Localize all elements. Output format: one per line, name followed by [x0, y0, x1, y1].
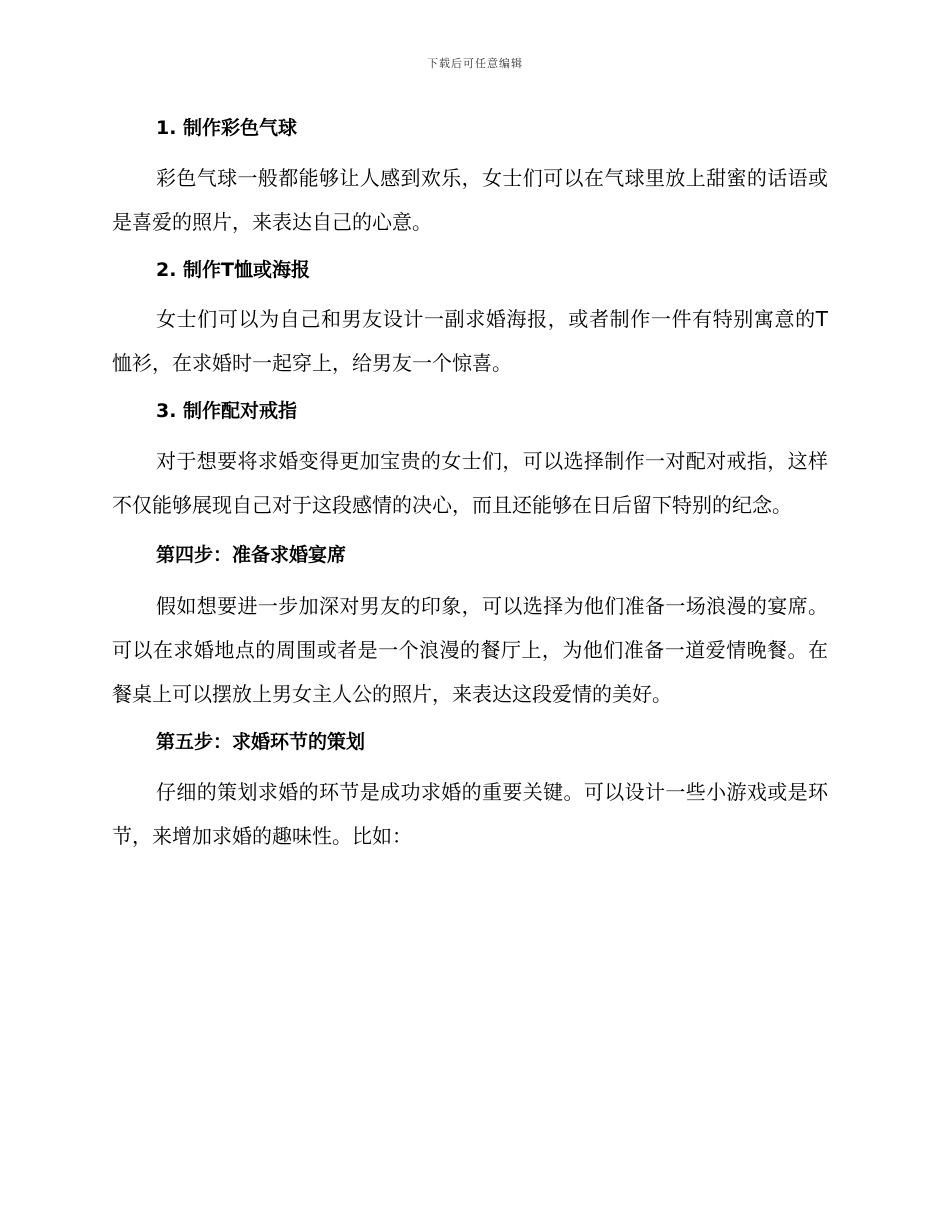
- section-paragraph: 假如想要进一步加深对男友的印象，可以选择为他们准备一场浪漫的宴席。可以在求婚地点的周围或者是一个浪漫的餐厅上，为他们准备一道爱情晚餐。在餐桌上可以摆放上男女主人公的照片，来表达这段爱情的美好。: [112, 594, 828, 706]
- section-heading: 3. 制作配对戒指: [156, 400, 298, 422]
- page-header: 下载后可任意编辑: [427, 57, 523, 70]
- section-heading: 2. 制作T恤或海报: [156, 259, 311, 281]
- section-heading: 第五步：求婚环节的策划: [156, 731, 366, 753]
- section-paragraph: 女士们可以为自己和男友设计一副求婚海报，或者制作一件有特别寓意的T恤衫，在求婚时一起穿上，给男友一个惊喜。: [112, 307, 828, 375]
- section-paragraph: 对于想要将求婚变得更加宝贵的女士们，可以选择制作一对配对戒指，这样不仅能够展现自己对于这段感情的决心，而且还能够在日后留下特别的纪念。: [112, 449, 828, 517]
- section-heading: 1. 制作彩色气球: [156, 117, 298, 139]
- section-paragraph: 仔细的策划求婚的环节是成功求婚的重要关键。可以设计一些小游戏或是环节，来增加求婚的趣味性。比如：: [112, 780, 828, 848]
- document-body: [112, 110, 828, 858]
- section-paragraph: 彩色气球一般都能够让人感到欢乐，女士们可以在气球里放上甜蜜的话语或是喜爱的照片，来表达自己的心意。: [112, 166, 828, 234]
- section-heading: 第四步：准备求婚宴席: [156, 544, 347, 566]
